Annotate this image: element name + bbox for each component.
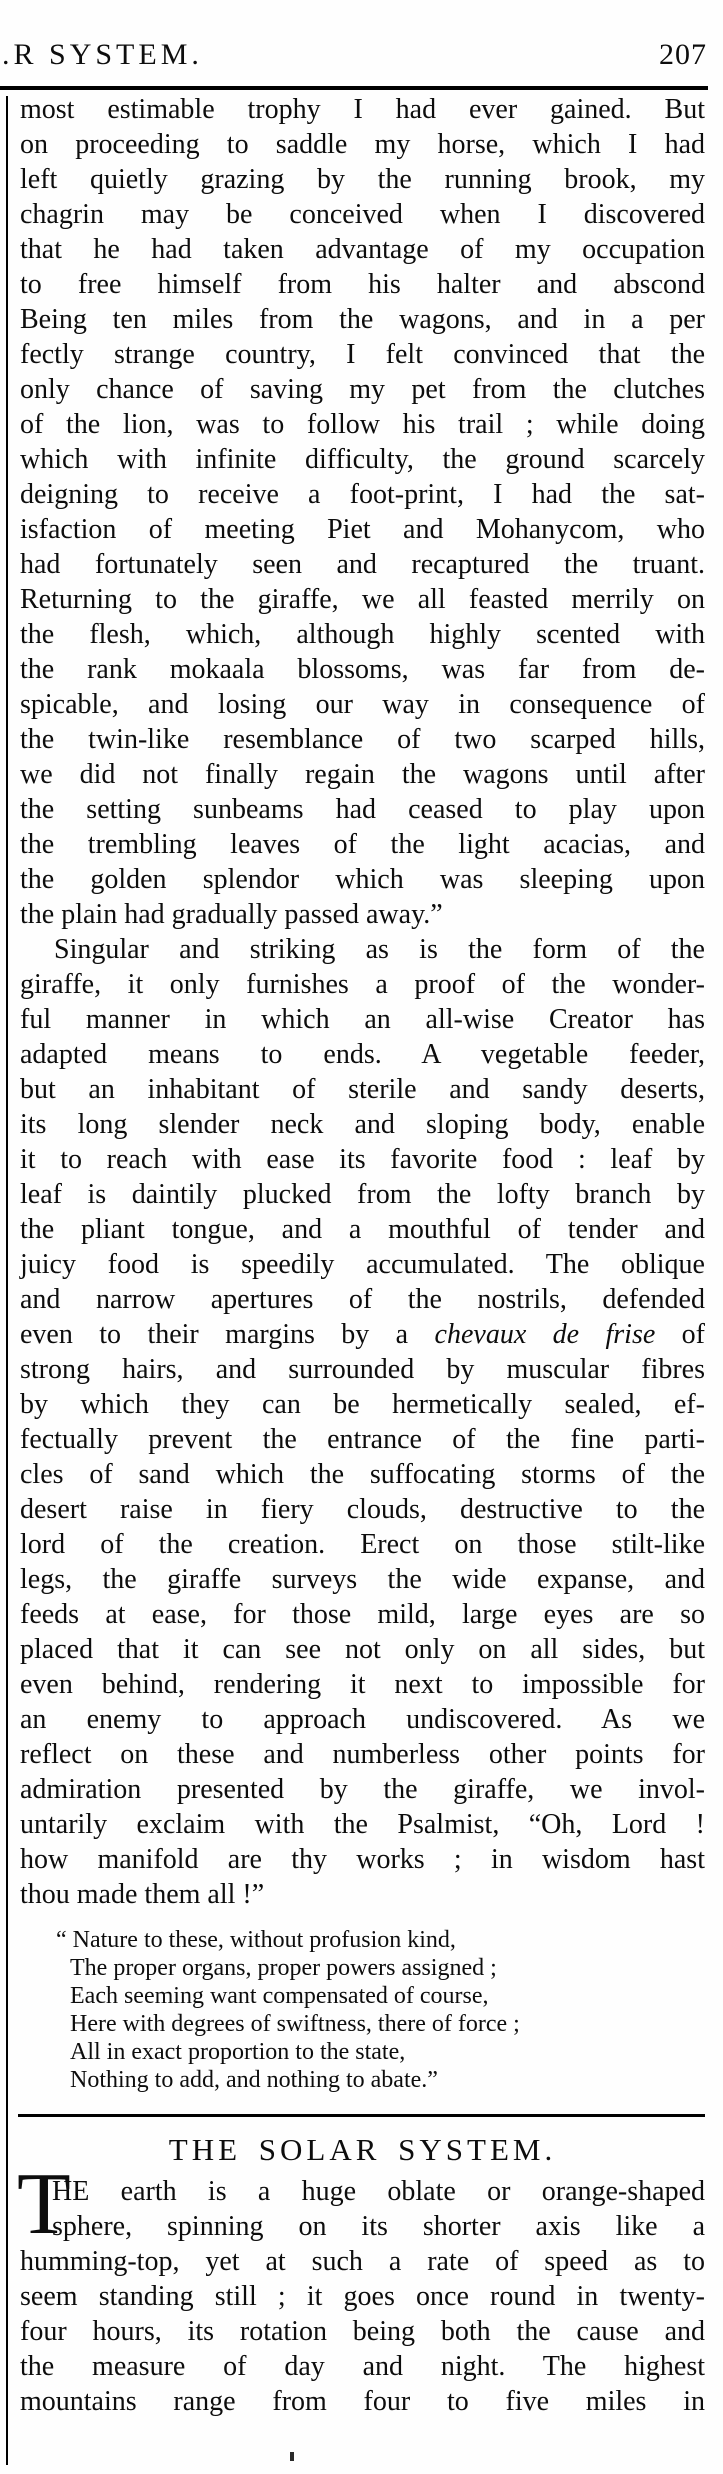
page-content <box>0 72 723 2419</box>
header-rule <box>0 86 708 90</box>
text-line: an enemy to approach undiscovered. As we <box>20 1704 705 1735</box>
scan-artifact <box>290 2452 294 2461</box>
text-line: four hours, its rotation being both the cause and <box>20 2316 705 2347</box>
text-line: the plain had gradually passed away.” <box>20 899 443 930</box>
text-line: humming-top, yet at such a rate of speed as to <box>20 2246 705 2277</box>
text-line: lord of the creation. Erect on those stilt-like <box>20 1529 705 1560</box>
paragraph-solar-system <box>17 2156 705 2419</box>
text-line: desert raise in fiery clouds, destructive to the <box>20 1494 705 1525</box>
text-line: Singular and striking as is the form of the <box>54 934 705 965</box>
text-line: ful manner in which an all-wise Creator has <box>20 1004 705 1035</box>
text-line: which with infinite difficulty, the ground scarcely <box>20 444 705 475</box>
section-heading: THE SOLAR SYSTEM. <box>168 2132 557 2167</box>
text-line: that he had taken advantage of my occupation <box>20 234 705 265</box>
text-line: fectually prevent the entrance of the fine parti- <box>20 1424 705 1455</box>
dropcap-letter: T <box>17 2156 71 2253</box>
text-line: the flesh, which, although highly scented with <box>20 619 705 650</box>
text-line: the setting sunbeams had ceased to play upon <box>20 794 705 825</box>
text-line: even to their margins by a chevaux de frise of <box>20 1319 705 1350</box>
text-line: HE earth is a huge oblate or orange-shaped <box>52 2176 705 2207</box>
poem-line: All in exact proportion to the state, <box>70 2039 406 2065</box>
text-line: Being ten miles from the wagons, and in a per <box>20 304 705 335</box>
text-line: giraffe, it only furnishes a proof of the wonder- <box>20 969 705 1000</box>
text-line: the twin-like resemblance of two scarped hills, <box>20 724 705 755</box>
page-edge-line <box>6 96 8 2465</box>
text-line: even behind, rendering it next to impossible for <box>20 1669 705 1700</box>
text-line: feeds at ease, for those mild, large eyes are so <box>20 1599 705 1630</box>
text-line: leaf is daintily plucked from the lofty branch by <box>20 1179 705 1210</box>
poem-line: Nothing to add, and nothing to abate.” <box>70 2067 438 2093</box>
text-line: only chance of saving my pet from the clutches <box>20 374 705 405</box>
poem-line: The proper organs, proper powers assigned ; <box>70 1955 497 1981</box>
poem-line: Each seeming want compensated of course, <box>70 1983 489 2009</box>
text-line: its long slender neck and sloping body, enable <box>20 1109 705 1140</box>
paragraph-giraffe-story <box>20 92 705 932</box>
text-line: Returning to the giraffe, we all feasted merrily on <box>20 584 705 615</box>
text-line: fectly strange country, I felt convinced that the <box>20 339 705 370</box>
paragraph-solar-system-lines <box>20 2174 705 2419</box>
section-rule <box>18 2114 705 2117</box>
text-line: left quietly grazing by the running brook, my <box>20 164 705 195</box>
page-number: 207 <box>659 38 707 71</box>
text-line: admiration presented by the giraffe, we invol- <box>20 1774 705 1805</box>
text-line: the pliant tongue, and a mouthful of tender and <box>20 1214 705 1245</box>
running-header: .R SYSTEM. <box>2 38 203 71</box>
text-line: placed that it can see not only on all sides, but <box>20 1634 705 1665</box>
text-line: it to reach with ease its favorite food : leaf by <box>20 1144 705 1175</box>
text-line: strong hairs, and surrounded by muscular fibres <box>20 1354 705 1385</box>
text-line: on proceeding to saddle my horse, which I had <box>20 129 705 160</box>
text-line: most estimable trophy I had ever gained. But <box>20 94 705 125</box>
text-line: but an inhabitant of sterile and sandy deserts, <box>20 1074 705 1105</box>
paragraph-giraffe-form <box>20 932 705 1912</box>
text-line: sphere, spinning on its shorter axis like a <box>52 2211 705 2242</box>
text-line: untarily exclaim with the Psalmist, “Oh, Lord ! <box>20 1809 705 1840</box>
text-line: adapted means to ends. A vegetable feeder, <box>20 1039 705 1070</box>
text-line: thou made them all !” <box>20 1879 265 1910</box>
text-line: chagrin may be conceived when I discovered <box>20 199 705 230</box>
text-line: we did not finally regain the wagons until after <box>20 759 705 790</box>
text-line: to free himself from his halter and abscond <box>20 269 705 300</box>
poem-line: “ Nature to these, without profusion kind, <box>56 1927 456 1953</box>
text-line: cles of sand which the suffocating storms of the <box>20 1459 705 1490</box>
text-line: the measure of day and night. The highest <box>20 2351 705 2382</box>
text-line: reflect on these and numberless other points for <box>20 1739 705 1770</box>
text-line: spicable, and losing our way in consequence of <box>20 689 705 720</box>
text-line: legs, the giraffe surveys the wide expanse, and <box>20 1564 705 1595</box>
text-line: of the lion, was to follow his trail ; while doing <box>20 409 705 440</box>
text-line: and narrow apertures of the nostrils, defended <box>20 1284 705 1315</box>
poem-quote <box>56 1926 705 2094</box>
text-line: juicy food is speedily accumulated. The oblique <box>20 1249 705 1280</box>
text-line: mountains range from four to five miles in <box>20 2386 705 2417</box>
text-line: deigning to receive a foot-print, I had the sat- <box>20 479 705 510</box>
text-line: isfaction of meeting Piet and Mohanycom, who <box>20 514 705 545</box>
text-line: had fortunately seen and recaptured the truant. <box>20 549 705 580</box>
text-line: by which they can be hermetically sealed, ef- <box>20 1389 705 1420</box>
text-line: the golden splendor which was sleeping upon <box>20 864 705 895</box>
text-line: how manifold are thy works ; in wisdom hast <box>20 1844 705 1875</box>
text-line: the trembling leaves of the light acacias, and <box>20 829 705 860</box>
text-line: seem standing still ; it goes once round in twenty- <box>20 2281 705 2312</box>
text-line: the rank mokaala blossoms, was far from de- <box>20 654 705 685</box>
page-header <box>0 0 723 72</box>
poem-line: Here with degrees of swiftness, there of force ; <box>70 2011 520 2037</box>
